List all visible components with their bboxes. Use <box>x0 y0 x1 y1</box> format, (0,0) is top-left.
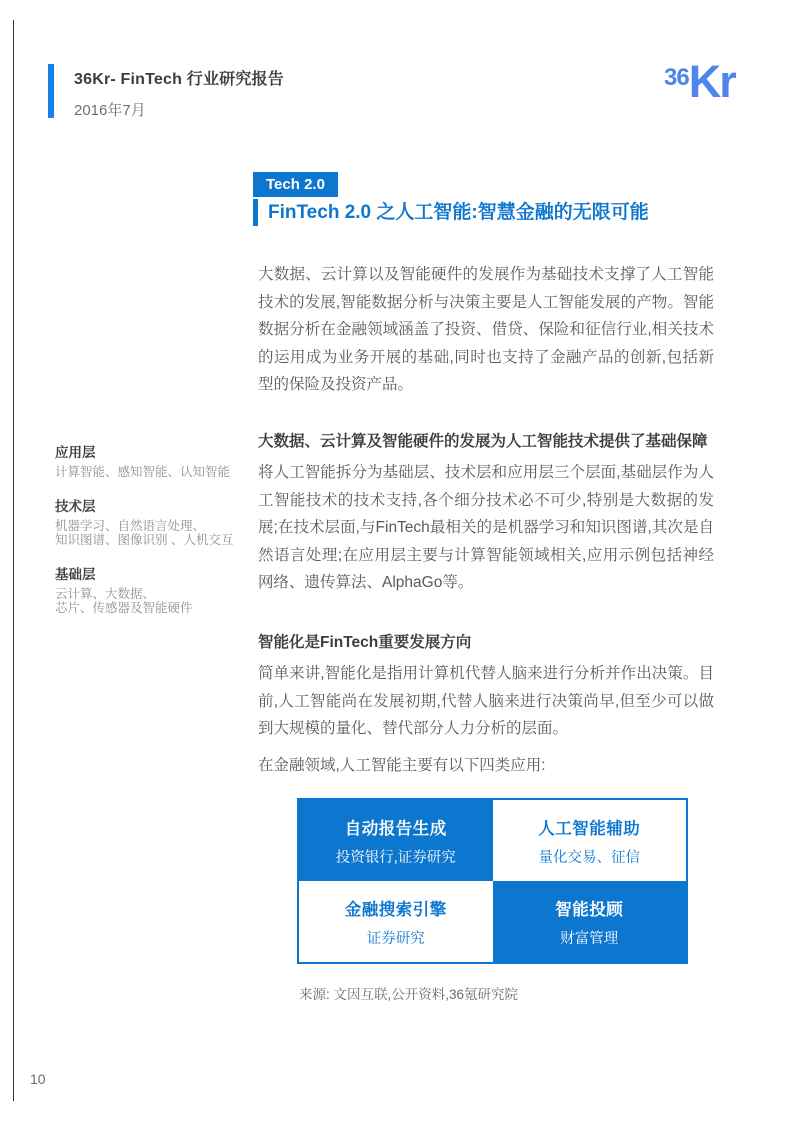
sidebar-group-basic-layer <box>55 563 245 616</box>
applications-lead-line: 在金融领域,人工智能主要有以下四类应用: <box>258 757 546 774</box>
section-body-infrastructure: 将人工智能拆分为基础层、技术层和应用层三个层面,基础层作为人工智能技术的技术支持,各个细分技术必不可少,特别是大数据的发展;在技术层面,与FinTech最相关的是机器学习和知识图谱,其次是自然语言处理;在应用层主要与计算智能领域相关,应用示例包括神经网络、遗传算法、AlphaGo等。 <box>258 464 714 591</box>
header-accent-bar <box>48 64 54 118</box>
report-date: 2016年7月 <box>74 102 146 119</box>
sidebar-group-title: 基础层 <box>55 566 96 582</box>
sidebar-group-line: 云计算、大数据、 <box>55 586 156 601</box>
cell-title: 自动报告生成 <box>344 819 447 838</box>
left-page-rule <box>13 20 14 1101</box>
tech-badge: Tech 2.0 <box>253 172 338 197</box>
sidebar-group-line: 机器学习、自然语言处理、 <box>55 518 206 533</box>
intro-paragraph: 大数据、云计算以及智能硬件的发展作为基础技术支撑了人工智能技术的发展,智能数据分析与决策主要是人工智能发展的产物。智能数据分析在金融领域涵盖了投资、借贷、保险和征信行业,相关技术的运用成为业务开展的基础,同时也支持了金融产品的创新,包括新型的保险及投资产品。 <box>258 266 714 393</box>
article-title: FinTech 2.0 之人工智能:智慧金融的无限可能 <box>253 199 649 226</box>
sidebar-group-application-layer <box>55 441 245 480</box>
sidebar-group-line: 知识图谱、图像识别 、人机交互 <box>55 533 234 547</box>
cell-subtitle: 投资银行,证券研究 <box>335 849 456 866</box>
table-cell-ai-assist <box>493 800 687 881</box>
sidebar-group-title: 技术层 <box>55 498 96 514</box>
cell-subtitle: 财富管理 <box>560 930 619 947</box>
report-title: 36Kr- FinTech 行业研究报告 <box>74 71 284 88</box>
page-number: 10 <box>30 1071 46 1087</box>
table-cell-robo-advisor <box>493 881 687 962</box>
cell-subtitle: 量化交易、征信 <box>538 849 640 866</box>
cell-subtitle: 证券研究 <box>366 930 425 947</box>
36kr-logo <box>664 56 735 107</box>
sidebar-group-line: 计算智能、感知智能、认知智能 <box>55 465 231 479</box>
source-note: 来源: 文因互联,公开资料,36氪研究院 <box>299 987 519 1002</box>
section-body-intelligence: 简单来讲,智能化是指用计算机代替人脑来进行分析并作出决策。目前,人工智能尚在发展初期,代替人脑来进行决策尚早,但至少可以做到大规模的量化、替代部分人力分析的层面。 <box>258 665 714 737</box>
layers-sidebar <box>55 441 245 631</box>
sidebar-group-technology-layer <box>55 495 245 548</box>
section-heading-infrastructure: 大数据、云计算及智能硬件的发展为人工智能技术提供了基础保障 <box>258 433 708 450</box>
cell-title: 金融搜索引擎 <box>344 900 447 919</box>
cell-title: 智能投顾 <box>555 900 624 919</box>
section-heading-intelligence: 智能化是FinTech重要发展方向 <box>258 634 472 651</box>
ai-applications-table <box>297 798 688 964</box>
table-cell-auto-report <box>299 800 493 881</box>
sidebar-group-line: 芯片、传感器及智能硬件 <box>55 601 193 615</box>
report-header <box>74 66 284 120</box>
logo-kr-text: Kr <box>688 56 735 107</box>
cell-title: 人工智能辅助 <box>538 819 641 838</box>
logo-36-text: 36 <box>664 64 689 91</box>
sidebar-group-title: 应用层 <box>55 445 96 460</box>
table-cell-financial-search <box>299 881 493 962</box>
